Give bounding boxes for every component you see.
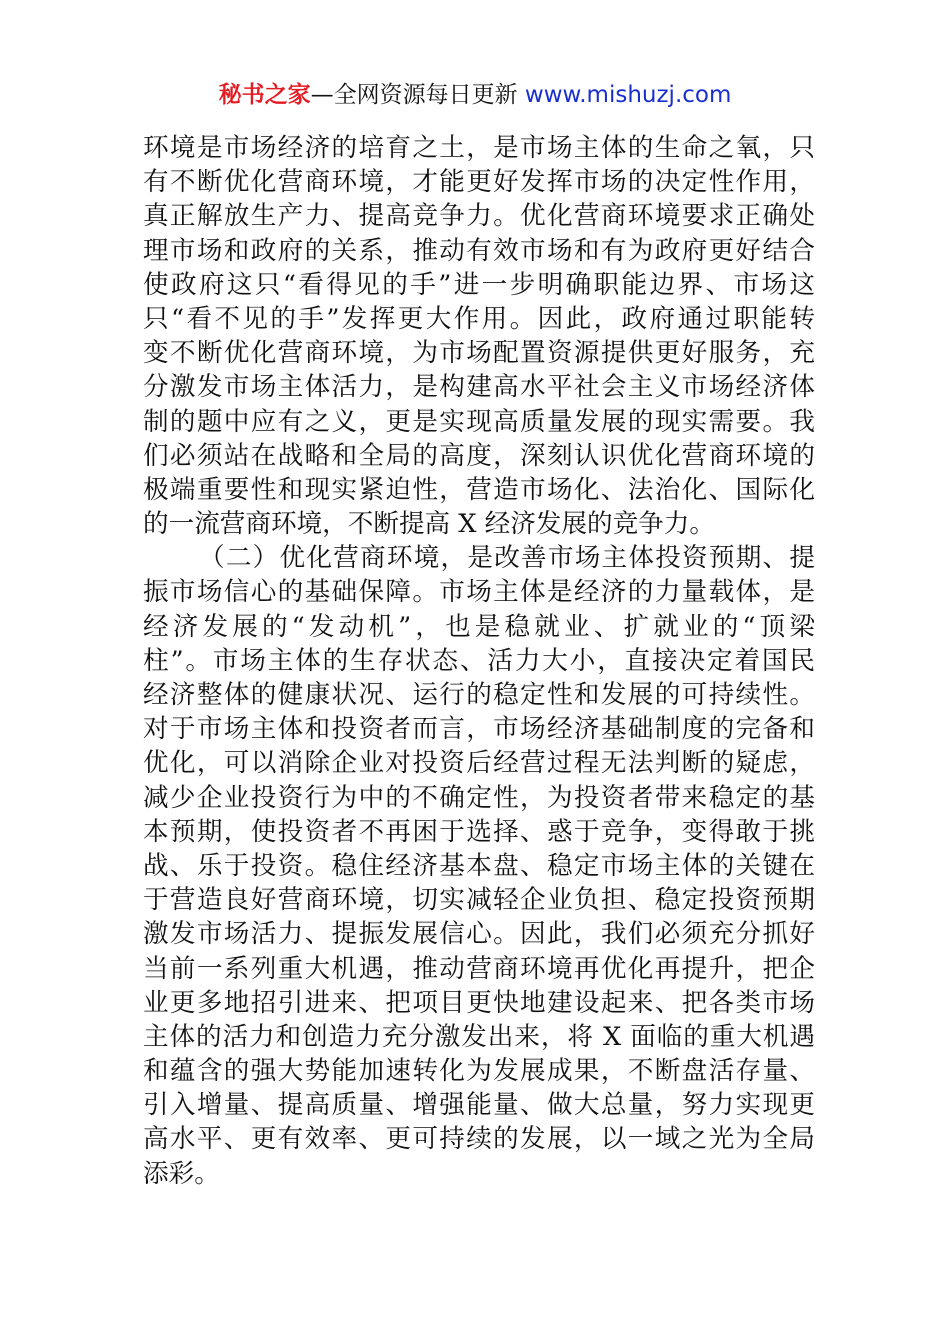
paragraph-end-line: 添彩。 xyxy=(143,1158,220,1189)
document-body xyxy=(143,131,815,1191)
site-brand: 秘书之家 xyxy=(218,82,311,108)
site-tagline: —全网资源每日更新 xyxy=(310,82,518,108)
text-line: 对于市场主体和投资者而言，市场经济基础制度的完备和 xyxy=(143,714,815,745)
text-line: 高水平、更有效率、更可持续的发展，以一域之光为全局 xyxy=(143,1124,815,1155)
text-line: 只“看不见的手”发挥更大作用。因此，政府通过职能转 xyxy=(143,303,815,334)
site-header xyxy=(0,78,950,112)
text-line: 经济整体的健康状况、运行的稳定性和发展的可持续性。 xyxy=(143,680,815,710)
paragraph-end-line: 的一流营商环境，不断提高 X 经济发展的竞争力。 xyxy=(143,509,715,540)
text-line: 变不断优化营商环境，为市场配置资源提供更好服务，充 xyxy=(143,338,815,369)
text-line: 制的题中应有之义，更是实现高质量发展的现实需要。我 xyxy=(143,406,815,437)
text-line: 本预期，使投资者不再困于选择、惑于竞争，变得敢于挑 xyxy=(143,816,815,847)
text-line: 极端重要性和现实紧迫性，营造市场化、法治化、国际化 xyxy=(143,474,815,505)
text-line: 有不断优化营商环境，才能更好发挥市场的决定性作用， xyxy=(143,167,815,198)
text-line: 引入增量、提高质量、增强能量、做大总量，努力实现更 xyxy=(143,1090,815,1121)
text-line: 业更多地招引进来、把项目更快地建设起来、把各类市场 xyxy=(143,987,815,1018)
text-line: 环境是市场经济的培育之土，是市场主体的生命之氧，只 xyxy=(143,133,815,163)
text-line: 战、乐于投资。稳住经济基本盘、稳定市场主体的关键在 xyxy=(143,850,815,881)
text-line: 主体的活力和创造力充分激发出来，将 X 面临的重大机遇 xyxy=(143,1021,815,1052)
text-line: 和蕴含的强大势能加速转化为发展成果，不断盘活存量、 xyxy=(143,1056,815,1087)
paragraph-start-line: （二）优化营商环境，是改善市场主体投资预期、提 xyxy=(199,543,815,574)
text-line: 优化，可以消除企业对投资后经营过程无法判断的疑虑， xyxy=(143,748,815,779)
text-line: 们必须站在战略和全局的高度，深刻认识优化营商环境的 xyxy=(143,440,815,471)
text-line: 理市场和政府的关系，推动有效市场和有为政府更好结合 xyxy=(143,235,815,266)
text-line: 于营造良好营商环境，切实减轻企业负担、稳定投资预期 xyxy=(143,885,815,916)
text-line: 振市场信心的基础保障。市场主体是经济的力量载体，是 xyxy=(143,577,815,608)
text-line: 经济发展的“发动机”，也是稳就业、扩就业的“顶梁 xyxy=(143,611,815,642)
text-line: 柱”。市场主体的生存状态、活力大小，直接决定着国民 xyxy=(143,645,815,676)
site-url: www.mishuzj.com xyxy=(524,82,732,108)
text-line: 真正解放生产力、提高竞争力。优化营商环境要求正确处 xyxy=(143,201,815,232)
text-line: 激发市场活力、提振发展信心。因此，我们必须充分抓好 xyxy=(143,919,815,950)
text-line: 使政府这只“看得见的手”进一步明确职能边界、市场这 xyxy=(143,269,815,300)
text-line: 减少企业投资行为中的不确定性，为投资者带来稳定的基 xyxy=(143,782,815,813)
text-line: 分激发市场主体活力，是构建高水平社会主义市场经济体 xyxy=(143,372,815,403)
text-line: 当前一系列重大机遇，推动营商环境再优化再提升，把企 xyxy=(143,953,815,984)
